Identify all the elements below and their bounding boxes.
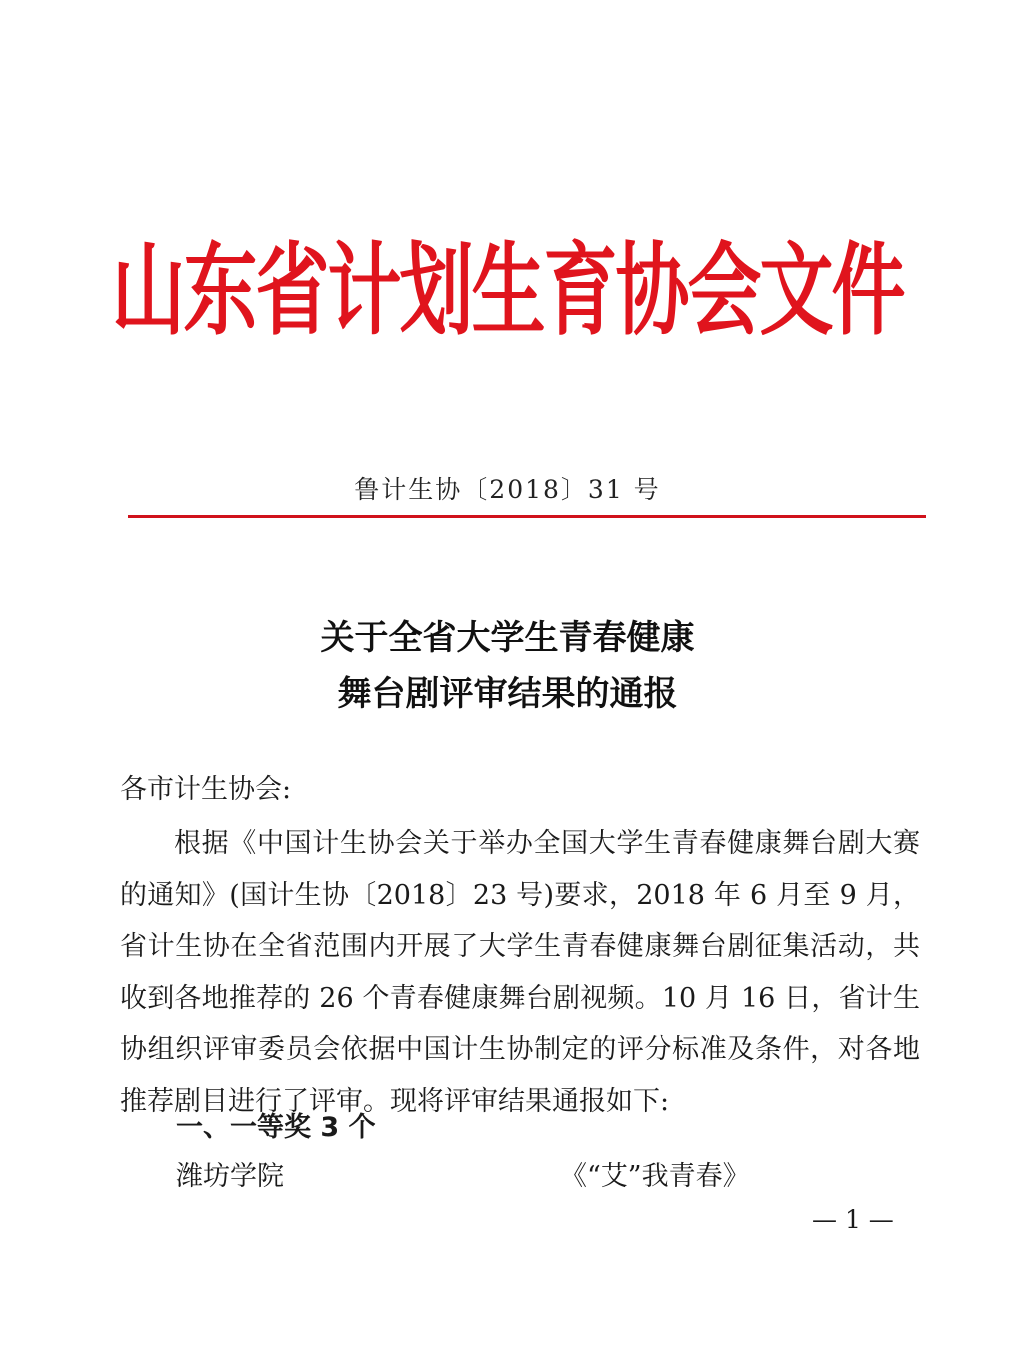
body-paragraph: 根据《中国计生协会关于举办全国大学生青春健康舞台剧大赛的通知》(国计生协〔2018〕23 号)要求，2018 年 6 月至 9 月，省计生协在全省范围内开展了大学生青春健康舞台剧征集活动，共收到各地推荐的 26 个青春健康舞台剧视频。10 月 16 日，省计生协组织评审委员会依据中国计生协制定的评分标准及条件，对各地推荐剧目进行了评审。现将评审结果通报如下: xyxy=(120,828,920,1117)
document-title xyxy=(0,610,1015,722)
section-heading-first-prize: 一、一等奖 3 个 xyxy=(176,1112,376,1143)
award-work: 《“艾”我青春》 xyxy=(560,1161,750,1192)
org-header-title: 山东省计划生育协会文件 xyxy=(111,232,904,350)
salutation: 各市计生协会: xyxy=(120,774,292,805)
title-line-2: 舞台剧评审结果的通报 xyxy=(337,674,678,714)
red-divider-line xyxy=(128,515,926,518)
award-unit: 潍坊学院 xyxy=(176,1161,284,1192)
document-number: 鲁计生协〔2018〕31 号 xyxy=(354,475,661,504)
title-line-1: 关于全省大学生青春健康 xyxy=(320,618,695,658)
page-number: — 1 — xyxy=(812,1205,894,1234)
